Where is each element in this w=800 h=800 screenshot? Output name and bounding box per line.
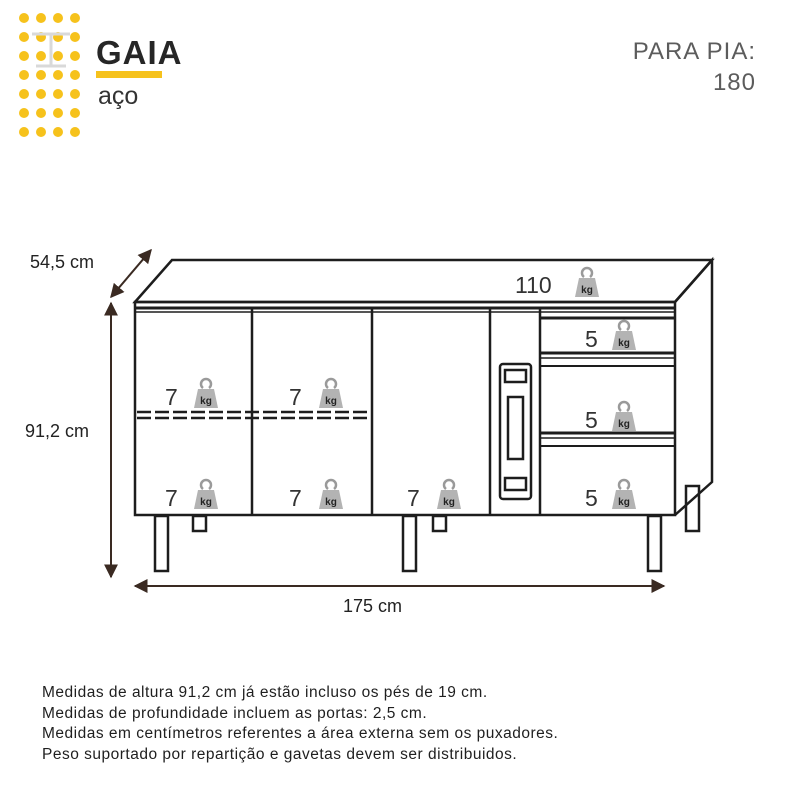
sink-size-value: 180 [712, 69, 756, 96]
depth-label: 54,5 cm [30, 252, 95, 272]
weight-door1-top-value: 7 [165, 384, 178, 410]
kg-weight-icon [575, 268, 599, 297]
brand-title: GAIA [96, 34, 183, 71]
weight-drawer1 [585, 321, 636, 352]
weight-drawer3 [585, 480, 636, 511]
kg-weight-icon [319, 379, 343, 408]
kg-weight-icon [612, 321, 636, 350]
weight-drawer3-value: 5 [585, 485, 598, 511]
weight-door2-bottom-value: 7 [289, 485, 302, 511]
weight-door1-bottom-value: 7 [165, 485, 178, 511]
height-label: 91,2 cm [25, 421, 90, 441]
brand-subtitle: aço [98, 82, 139, 110]
note-line: Peso suportado por repartição e gavetas devem ser distribuidos. [42, 745, 518, 763]
weight-door1-top [165, 379, 218, 410]
kg-weight-icon [437, 480, 461, 509]
kg-unit-label: kg [618, 338, 630, 349]
kg-weight-icon [194, 480, 218, 509]
kg-unit-label: kg [581, 285, 593, 296]
weight-door1-bottom [165, 480, 218, 511]
cabinet-outline [135, 260, 712, 515]
kg-unit-label: kg [618, 419, 630, 430]
kg-unit-label: kg [325, 396, 337, 407]
weight-door2-top-value: 7 [289, 384, 302, 410]
width-label: 175 cm [343, 596, 403, 616]
weight-top [515, 268, 599, 298]
kg-weight-icon [194, 379, 218, 408]
kg-weight-icon [612, 402, 636, 431]
kg-unit-label: kg [200, 497, 212, 508]
weight-drawer1-value: 5 [585, 326, 598, 352]
weight-drawer2-value: 5 [585, 407, 598, 433]
notes-block [42, 683, 558, 765]
kg-unit-label: kg [200, 396, 212, 407]
note-line: Medidas de profundidade incluem as portas: 2,5 cm. [42, 704, 428, 722]
note-line: Medidas em centímetros referentes a área externa sem os puxadores. [42, 725, 559, 742]
weight-drawer2 [585, 402, 636, 433]
weight-door3-value: 7 [407, 485, 420, 511]
note-line: Medidas de altura 91,2 cm já estão incluso os pés de 19 cm. [42, 684, 488, 701]
weight-door3 [407, 480, 461, 511]
weight-door2-top [289, 379, 343, 410]
kg-weight-icon [319, 480, 343, 509]
weight-top-value: 110 [515, 272, 552, 298]
weight-door2-bottom [289, 480, 343, 511]
kg-weight-icon [612, 480, 636, 509]
sink-label-text: PARA PIA: [632, 38, 756, 65]
kg-unit-label: kg [443, 497, 455, 508]
kg-unit-label: kg [325, 497, 337, 508]
kg-unit-label: kg [618, 497, 630, 508]
